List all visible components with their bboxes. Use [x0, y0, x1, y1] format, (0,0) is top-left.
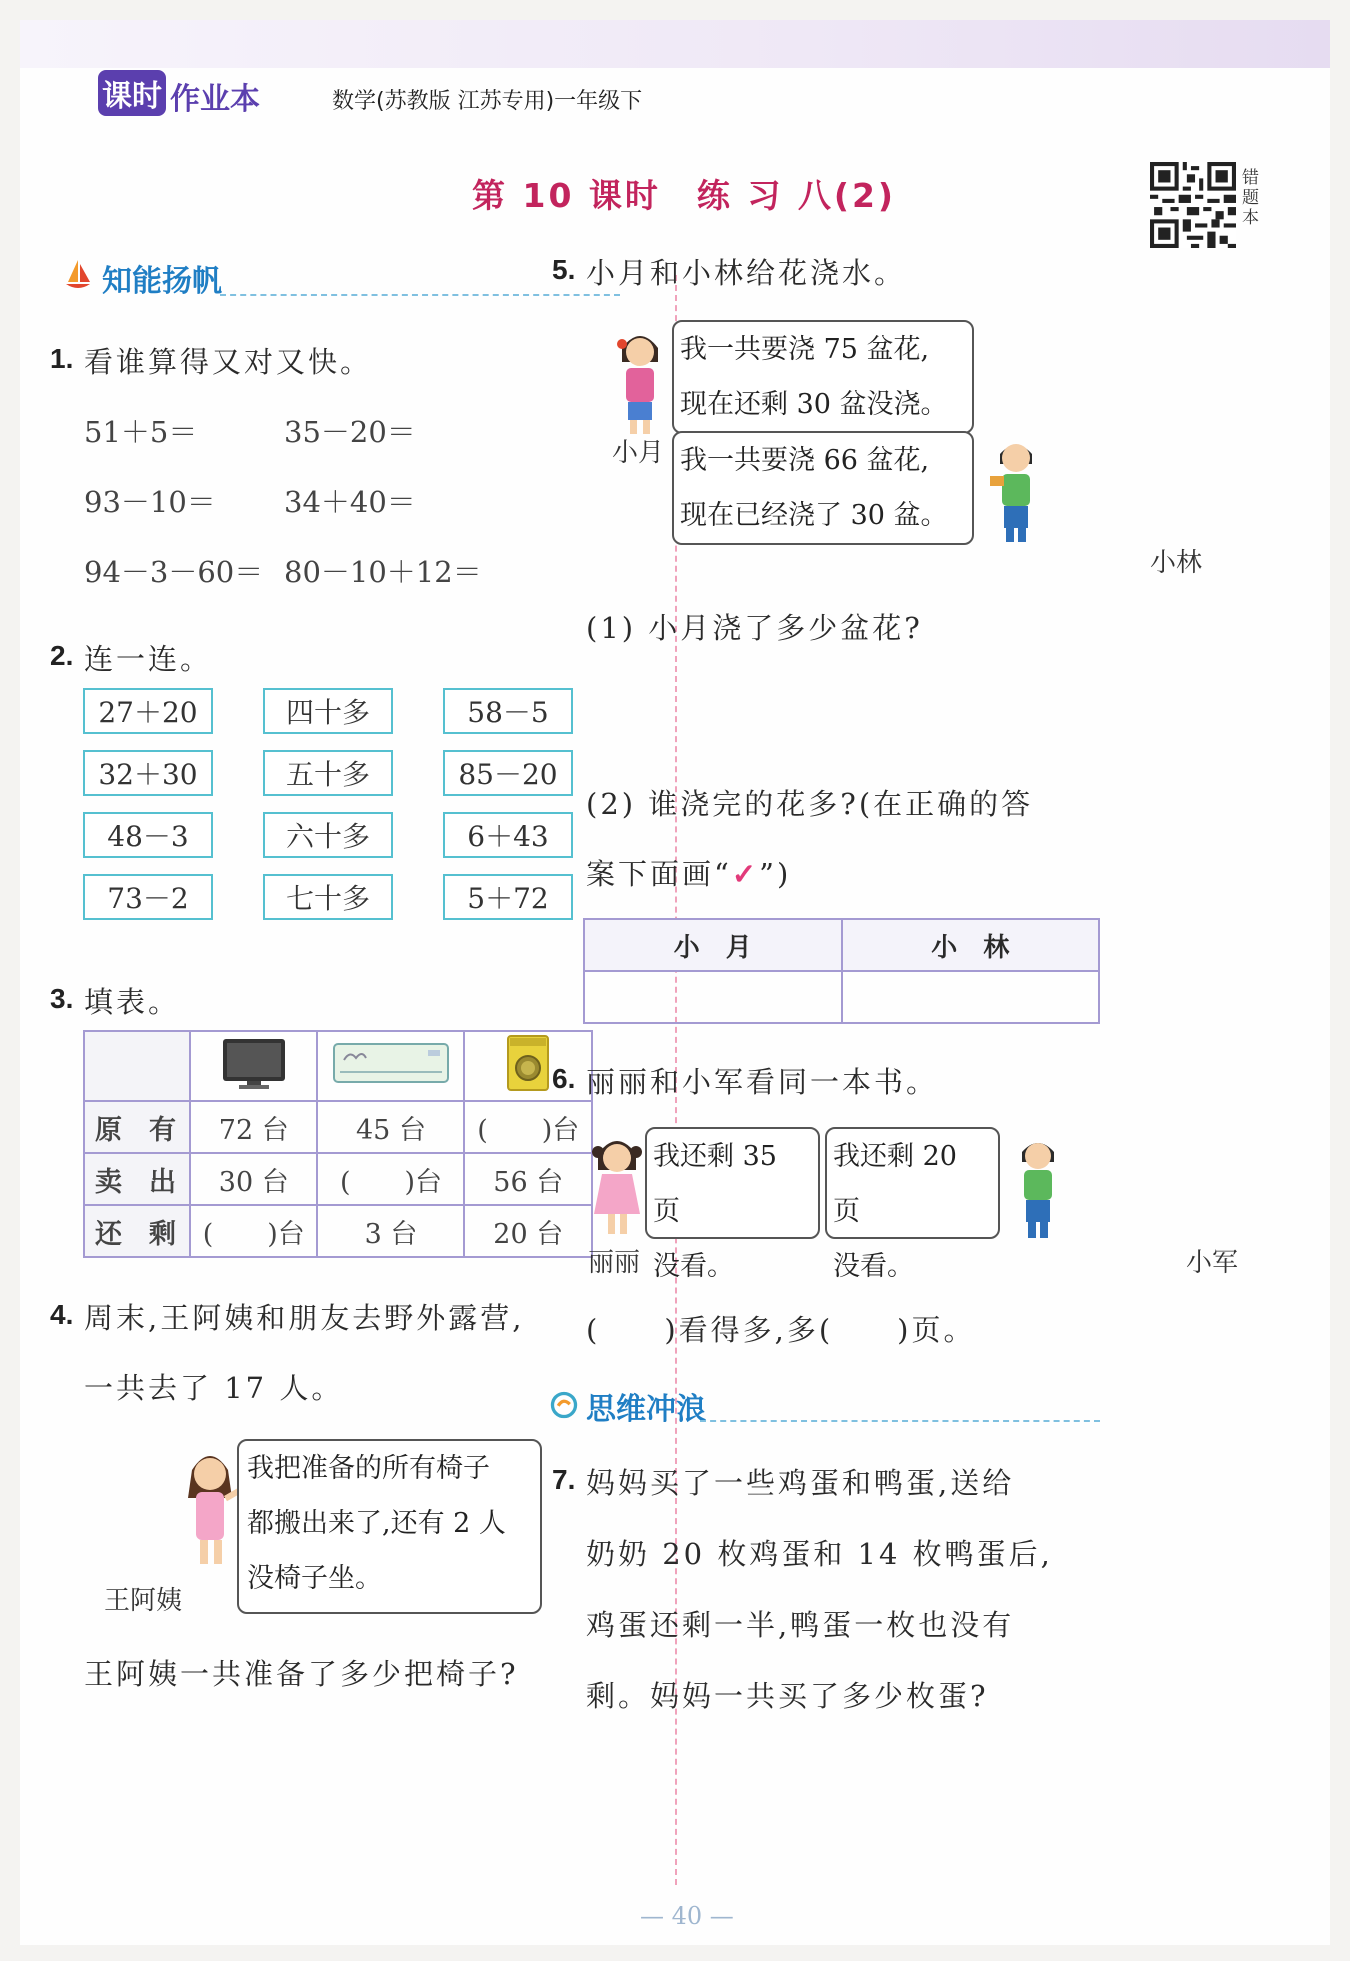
sub-question-text: ”)	[759, 857, 792, 891]
question-text: 填表。	[84, 985, 181, 1019]
qr-code-icon[interactable]	[1150, 162, 1236, 248]
match-box-expression[interactable]: 85－20	[443, 750, 573, 796]
lili-figure	[586, 1130, 648, 1240]
match-box-expression[interactable]: 6＋43	[443, 812, 573, 858]
speech-line: 我还剩 35 页	[653, 1141, 777, 1227]
table-cell: 72 台	[190, 1101, 317, 1153]
match-box-range[interactable]: 五十多	[263, 750, 393, 796]
air-conditioner-icon	[332, 1038, 450, 1088]
speech-bubble-xiaolin	[672, 431, 974, 545]
calc-expression: 34＋40＝	[284, 485, 416, 519]
table-cell: 20 台	[464, 1205, 592, 1257]
match-box-expression[interactable]: 58－5	[443, 688, 573, 734]
inventory-table	[83, 1030, 593, 1258]
answer-table	[583, 918, 1100, 1024]
tv-icon	[221, 1035, 287, 1091]
table-cell: 30 台	[190, 1153, 317, 1205]
checkmark-icon: ✓	[731, 857, 760, 891]
answer-fill-line[interactable]: ( )看得多,多( )页。	[586, 1313, 976, 1347]
sub-question-text: 案下面画“	[586, 857, 732, 891]
calc-expression: 51＋5＝	[84, 415, 198, 449]
character-name: 小月	[612, 438, 665, 468]
speech-line: 没椅子坐。	[247, 1563, 382, 1594]
question-text: 一共去了 17 人。	[84, 1371, 344, 1405]
question-text: 周末,王阿姨和朋友去野外露营,	[84, 1301, 525, 1335]
table-header: 小 月	[584, 919, 842, 971]
question-text: 连一连。	[84, 642, 213, 676]
match-box-range[interactable]: 七十多	[263, 874, 393, 920]
question-text: 剩。妈妈一共买了多少枚蛋?	[586, 1679, 989, 1713]
speech-bubble-xiaojun	[825, 1127, 1000, 1282]
match-box-expression[interactable]: 32＋30	[83, 750, 213, 796]
speech-line: 我把准备的所有椅子	[247, 1453, 490, 1484]
calc-expression: 94－3－60＝	[84, 555, 264, 589]
speech-line: 现在还剩 30 盆没浇。	[680, 389, 948, 420]
match-box-range[interactable]: 四十多	[263, 688, 393, 734]
match-box-expression[interactable]: 5＋72	[443, 874, 573, 920]
character-name: 小林	[1150, 548, 1203, 578]
xiaolin-figure	[984, 434, 1048, 546]
page-number: — 40 —	[640, 1902, 734, 1930]
sub-question: (1) 小月浇了多少盆花?	[586, 611, 923, 645]
qr-label	[1242, 168, 1262, 228]
question-number: 3.	[50, 983, 74, 1014]
section-title-knowledge: 知能扬帆	[102, 264, 222, 299]
table-cell: 3 台	[317, 1205, 464, 1257]
brand-name: 作业本	[170, 82, 260, 117]
speech-line: 现在已经浇了 30 盆。	[680, 500, 948, 531]
section-underline	[700, 1420, 1100, 1422]
xiaoyue-figure	[608, 326, 672, 438]
question-text: 丽丽和小军看同一本书。	[586, 1065, 939, 1099]
washing-machine-icon	[506, 1034, 550, 1092]
answer-cell[interactable]	[842, 971, 1100, 1023]
answer-blank-cell[interactable]: ( )台	[317, 1153, 464, 1205]
calc-expression: 80－10＋12＝	[284, 555, 482, 589]
section-underline	[220, 294, 620, 296]
match-box-expression[interactable]: 48－3	[83, 812, 213, 858]
row-label: 还 剩	[84, 1205, 190, 1257]
answer-cell[interactable]	[584, 971, 842, 1023]
workbook-page	[20, 20, 1330, 1945]
character-name: 王阿姨	[104, 1586, 183, 1616]
calc-expression: 35－20＝	[284, 415, 416, 449]
sub-question: (2) 谁浇完的花多?(在正确的答	[586, 787, 1034, 821]
table-header-ac	[317, 1031, 464, 1101]
question-text: 看谁算得又对又快。	[84, 345, 373, 379]
question-number: 5.	[552, 254, 576, 285]
qr-label-char: 题	[1242, 188, 1259, 208]
speech-line: 我还剩 20 页	[833, 1141, 957, 1227]
speech-bubble-xiaoyue	[672, 320, 974, 434]
book-subtitle: 数学(苏教版 江苏专用)一年级下	[332, 89, 643, 114]
sub-question	[586, 852, 791, 893]
speech-bubble-lili	[645, 1127, 820, 1282]
answer-blank-cell[interactable]: ( )台	[464, 1101, 592, 1153]
speech-line: 没看。	[833, 1251, 914, 1282]
question-number: 2.	[50, 640, 74, 671]
character-name: 丽丽	[588, 1248, 641, 1278]
qr-label-char: 错	[1242, 168, 1259, 188]
qr-label-char: 本	[1242, 208, 1259, 228]
table-cell: 56 台	[464, 1153, 592, 1205]
question-text: 鸡蛋还剩一半,鸭蛋一枚也没有	[586, 1608, 1015, 1642]
sailboat-icon	[64, 258, 92, 292]
top-band	[20, 20, 1330, 68]
brand-logo: 课时	[98, 70, 166, 116]
section-title-thinking: 思维冲浪	[586, 1392, 706, 1427]
row-label: 原 有	[84, 1101, 190, 1153]
character-name: 小军	[1186, 1248, 1239, 1278]
match-box-expression[interactable]: 27＋20	[83, 688, 213, 734]
xiaojun-figure	[1010, 1132, 1066, 1242]
question-text: 王阿姨一共准备了多少把椅子?	[84, 1657, 519, 1691]
wave-swirl-icon	[550, 1388, 578, 1422]
question-number: 1.	[50, 343, 74, 374]
speech-line: 我一共要浇 75 盆花,	[680, 334, 930, 365]
speech-line: 我一共要浇 66 盆花,	[680, 445, 930, 476]
table-header-tv	[190, 1031, 317, 1101]
answer-blank-cell[interactable]: ( )台	[190, 1205, 317, 1257]
speech-line: 都搬出来了,还有 2 人	[247, 1508, 506, 1539]
table-cell: 45 台	[317, 1101, 464, 1153]
speech-line: 没看。	[653, 1251, 734, 1282]
match-box-range[interactable]: 六十多	[263, 812, 393, 858]
question-text: 妈妈买了一些鸡蛋和鸭蛋,送给	[586, 1466, 1015, 1500]
question-text: 小月和小林给花浇水。	[586, 256, 907, 290]
row-label: 卖 出	[84, 1153, 190, 1205]
table-header: 小 林	[842, 919, 1100, 971]
question-number: 6.	[552, 1063, 576, 1094]
calc-expression: 93－10＝	[84, 485, 216, 519]
speech-bubble-aunt-wang	[237, 1439, 542, 1614]
question-text: 奶奶 20 枚鸡蛋和 14 枚鸭蛋后,	[586, 1537, 1053, 1571]
question-number: 4.	[50, 1299, 74, 1330]
match-box-expression[interactable]: 73－2	[83, 874, 213, 920]
lesson-title: 第 10 课时 练 习 八(2)	[472, 176, 897, 215]
table-corner-cell	[84, 1031, 190, 1101]
question-number: 7.	[552, 1464, 576, 1495]
